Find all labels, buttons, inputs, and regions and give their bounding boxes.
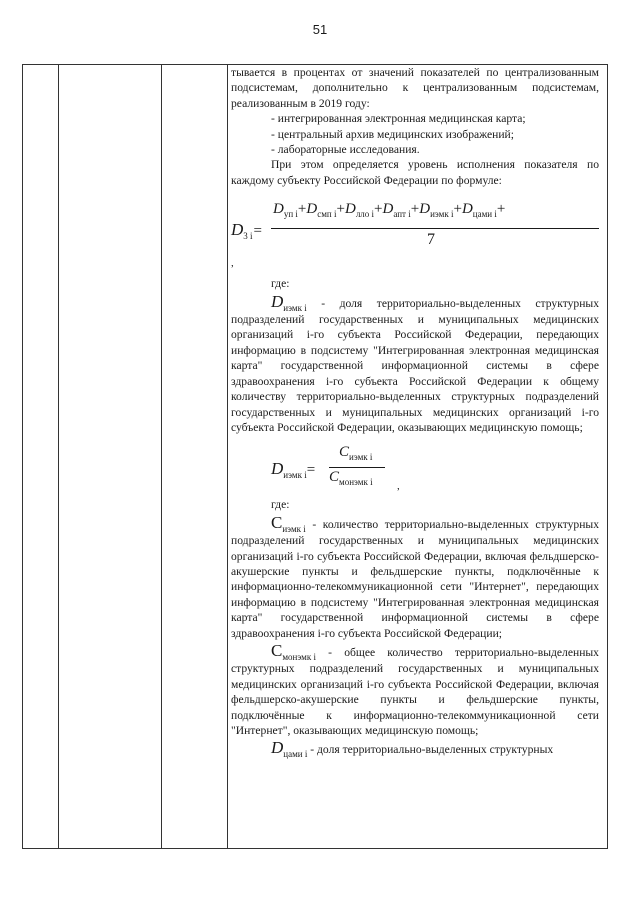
formula-2-numerator [339, 445, 372, 461]
definition-sub: иэмк i [283, 302, 307, 313]
formula-term-sub: цами i [472, 209, 497, 220]
formula-term-symbol: D [344, 201, 356, 218]
formula-plus: + [336, 201, 345, 218]
definition-symbol: С [271, 640, 283, 660]
formula-2-denominator [329, 470, 373, 486]
definition-symbol: D [271, 291, 284, 311]
formula-2-lhs [271, 461, 315, 479]
formula-1 [231, 198, 599, 276]
bullet-item: - интегрированная электронная медицинская карта; [271, 112, 526, 126]
formula-plus: + [297, 201, 307, 218]
formula-2-num-symbol: С [339, 444, 350, 461]
formula-1-fraction-bar [271, 228, 599, 229]
column-divider-2 [161, 65, 162, 848]
formula-term-sub: уп i [283, 209, 298, 220]
paragraph-formula-intro: При этом определяется уровень исполнения показателя по каждому субъекту Российской Федерации по формуле: [231, 158, 599, 187]
formula-1-denominator: 7 [427, 231, 435, 249]
formula-plus: + [496, 201, 506, 218]
formula-term-symbol: D [382, 201, 394, 218]
formula-term-symbol: D [461, 201, 473, 218]
formula-1-numerator [273, 202, 505, 218]
table-cell-content [231, 65, 599, 759]
definition-symbol: D [271, 738, 284, 758]
definition-text: - доля территориально-выделенных структурных подразделений государственных и муниципальных медицинских организаций i-го субъекта Российской Федерации, передающих информацию в подсистему "Интегрированная электронная медицинская карта" государственной информационной системы в сфере здравоохранения i-го субъекта Российской Федерации к общему количеству территориально-выделенных структурных подразделений государственных и муниципальных медицинских организаций i-го субъекта Российской Федерации, оказывающих медицинскую помощь; [231, 296, 599, 434]
column-divider-1 [58, 65, 59, 848]
formula-plus: + [374, 201, 383, 218]
definition-text: - количество территориально-выделенных структурных подразделений государственных и муниципальных медицинских организаций i-го субъекта Российской Федерации, включая фельдшерско-акушерские пункты и фельдшерские пункты, подключённые к информационно-телекоммуникационной сети "Интернет", передающих информацию в подсистему "Интегрированная электронная медицинская карта" государственной информационной системы в сфере здравоохранения i-го субъекта Российской Федерации; [231, 517, 599, 640]
formula-term-sub: лло i [355, 209, 375, 220]
gde-label: где: [271, 277, 290, 291]
formula-plus: + [453, 201, 462, 218]
bullet-item: - лабораторные исследования. [271, 143, 420, 157]
page-number: 51 [312, 22, 328, 37]
formula-term-symbol: D [273, 201, 284, 218]
formula-2-equals: = [306, 462, 316, 479]
paragraph-intro: тывается в процентах от значений показателей по централизованным подсистемам, дополнительно к централизованным подсистемам, реализованным в 2019 году: [231, 66, 599, 110]
definition-sub: иэмк i [282, 523, 306, 534]
formula-1-lhs-sub: 3 i [243, 231, 253, 242]
formula-2-den-sub: монэмк i [339, 477, 373, 488]
formula-term-sub: смп i [317, 209, 337, 220]
formula-term-symbol: D [419, 201, 431, 218]
definition-text: - доля территориально-выделенных структурных [310, 743, 554, 757]
formula-2-lhs-symbol: D [271, 459, 284, 479]
formula-1-lhs [231, 222, 262, 240]
gde-label: где: [271, 498, 290, 512]
definition-cami [231, 740, 599, 758]
definition-sub: цами i [283, 749, 308, 760]
formula-plus: + [410, 201, 420, 218]
definition-sub: монэмк i [282, 651, 316, 662]
formula-2-trailing: , [397, 480, 400, 493]
definition-c-iemk [231, 512, 599, 641]
formula-2-lhs-sub: иэмк i [283, 470, 307, 481]
definition-text: - общее количество территориально-выделенных структурных подразделений государственных и муниципальных медицинских организаций i-го субъекта Российской Федерации, включая фельдшерско-акушерские пункты и фельдшерские пункты, подключённые к информационно-телекоммуникационной сети "Интернет", оказывающих медицинскую помощь; [231, 645, 599, 737]
formula-2-fraction-bar [329, 467, 385, 468]
formula-2-den-symbol: С [329, 469, 340, 486]
definition-c-monemk [231, 640, 599, 738]
formula-1-lhs-symbol: D [231, 220, 244, 240]
bullet-item: - центральный архив медицинских изображений; [271, 127, 514, 141]
formula-term-sub: иэмк i [430, 209, 454, 220]
formula-term-sub: апт i [393, 209, 411, 220]
formula-1-equals: = [253, 223, 263, 240]
definition-symbol: С [271, 512, 283, 532]
formula-2-num-sub: иэмк i [349, 452, 373, 463]
formula-2 [231, 445, 599, 497]
column-divider-3 [227, 65, 228, 848]
formula-term-symbol: D [306, 201, 318, 218]
definition-iemk [231, 291, 599, 436]
formula-1-trailing: , [231, 257, 234, 270]
